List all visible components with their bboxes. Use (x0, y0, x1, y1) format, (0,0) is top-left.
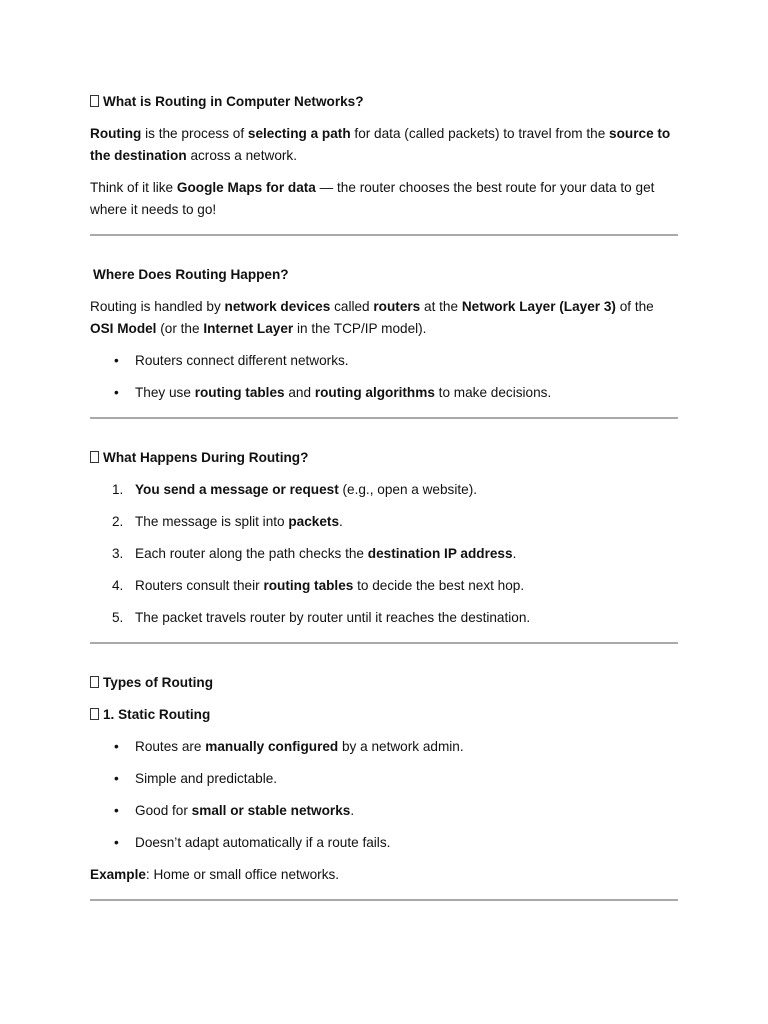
list-item: 3. Each router along the path checks the destination IP address. (112, 546, 517, 561)
numbered-list-routing-steps (90, 479, 678, 629)
paragraph-example: Example: Home or small office networks. (90, 867, 340, 882)
list-item: • Routers connect different networks. (114, 353, 349, 368)
bullet-list-routers (90, 350, 678, 404)
list-item: • Good for small or stable networks. (114, 803, 355, 818)
paragraph-routing-definition: Routing is the process of selecting a path for data (called packets) to travel from the source to the destination across a network. (90, 126, 671, 163)
heading-types-of-routing: Types of Routing (90, 672, 678, 694)
list-item: 5. The packet travels router by router until it reaches the destination. (112, 610, 531, 625)
list-item: • They use routing tables and routing algorithms to make decisions. (114, 385, 552, 400)
section-divider (90, 899, 678, 901)
missing-glyph-icon (90, 95, 99, 107)
list-item: • Simple and predictable. (114, 771, 278, 786)
paragraph-routing-layer: Routing is handled by network devices called routers at the Network Layer (Layer 3) of the OSI Model (or the Internet Layer in the TCP/IP model). (90, 299, 654, 336)
list-item: 1. You send a message or request (e.g., open a website). (112, 482, 478, 497)
list-item: • Routes are manually configured by a network admin. (114, 739, 464, 754)
missing-glyph-icon (90, 708, 99, 720)
list-item: • Doesn’t adapt automatically if a route fails. (114, 835, 391, 850)
bullet-list-static-routing (90, 736, 678, 854)
missing-glyph-icon (90, 451, 99, 463)
list-item: 4. Routers consult their routing tables to decide the best next hop. (112, 578, 525, 593)
paragraph-google-maps-analogy: Think of it like Google Maps for data — the router chooses the best route for your data to get where it needs to go! (90, 180, 655, 217)
subheading-static-routing: 1. Static Routing (90, 704, 678, 726)
list-item: 2. The message is split into packets. (112, 514, 343, 529)
document-content (90, 91, 678, 901)
heading-what-happens-during-routing: What Happens During Routing? (90, 447, 678, 469)
heading-what-is-routing: What is Routing in Computer Networks? (90, 91, 678, 113)
heading-where-routing-happens: Where Does Routing Happen? (93, 267, 289, 282)
missing-glyph-icon (90, 676, 99, 688)
